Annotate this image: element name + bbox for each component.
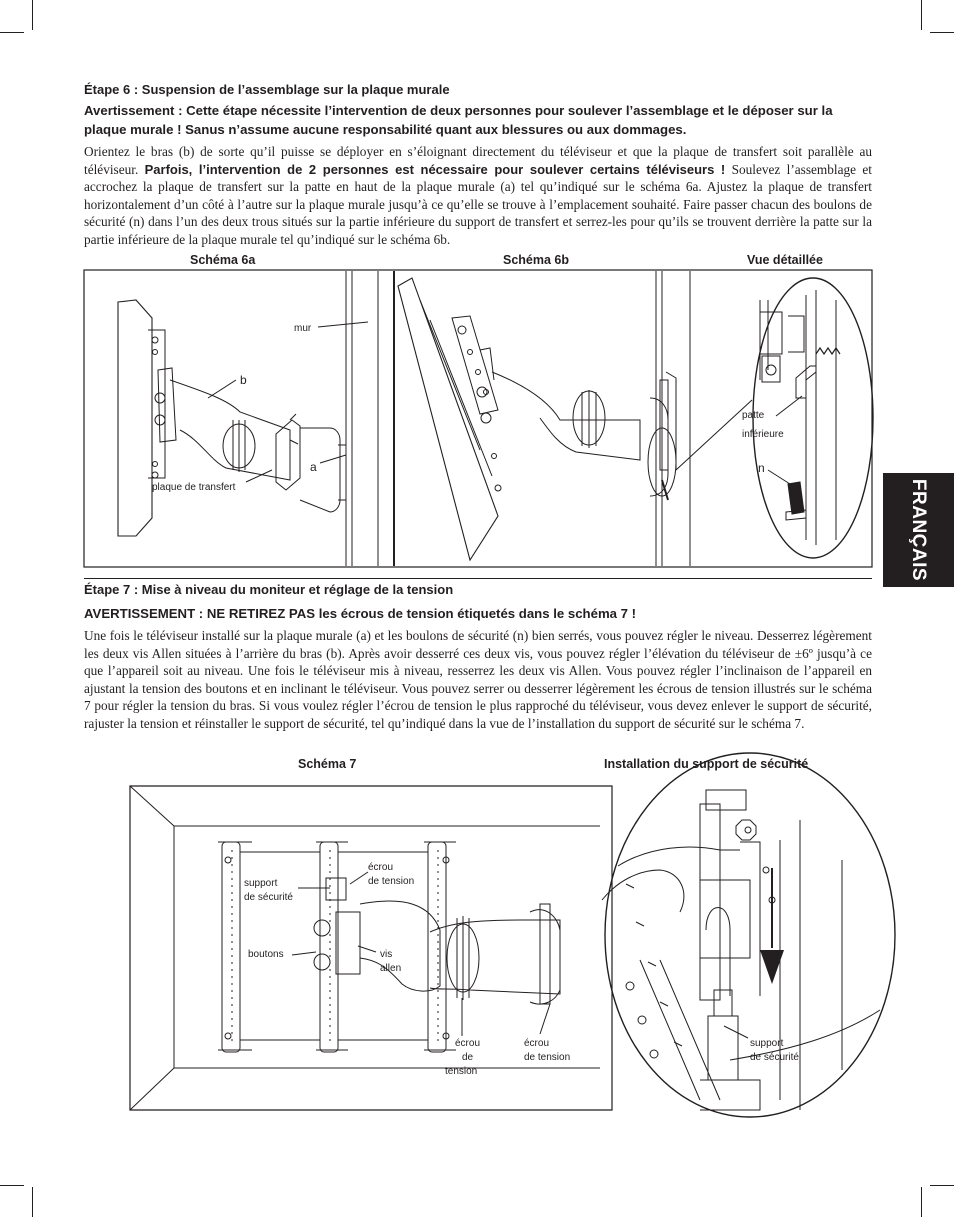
schema-6b-label: Schéma 6b	[503, 253, 570, 267]
callout-ecrou-right-1: écrou	[524, 1038, 550, 1049]
callout-ecrou-top-2: de tension	[368, 876, 415, 887]
step6-warning: Avertissement : Cette étape nécessite l’intervention de deux personnes pour soulever l’assemblage et le déposer sur la plaque murale ! Sanus n’assume aucune responsabilité quant aux blessures ou aux dommages.	[84, 103, 833, 137]
callout-b: b	[240, 373, 247, 387]
step7-warning: AVERTISSEMENT : NE RETIREZ PAS les écrous de tension étiquetés dans le schéma 7 !	[84, 606, 637, 621]
step7-body: Une fois le téléviseur installé sur la plaque murale (a) et les boulons de sécurité (n) bien serrés, vous pouvez régler le niveau. Desserrez légèrement les deux vis Allen situées à l’arrière du bras (b). Après avoir desserré ces deux vis, vous pouvez régler l’élévation du téléviseur de ±6º jusqu’à ce que l’appareil soit au niveau. Une fois le téléviseur mis à niveau, resserrez les deux vis Allen. Vous pouvez régler l’inclinaison de l’appareil en ajustant la tension des boutons et en inclinant le téléviseur. Vous pouvez serrer ou desserrer légèrement les écrous de tension illustrés sur le schéma 7 pour régler la tension du bras. Si vous voulez régler l’écrou de tension le plus rapproché du téléviseur, vous devez enlever le support de sécurité, rajuster la tension et réinstaller le support de sécurité, tel qu’indiqué dans la vue de l’installation du support de sécurité sur le schéma 7.	[84, 628, 872, 731]
callout-plaque-transfert: plaque de transfert	[152, 482, 236, 493]
detail-view-label: Vue détaillée	[747, 253, 823, 267]
callout-n: n	[758, 461, 765, 475]
step6-body-bold: Parfois, l’intervention de 2 personnes est nécessaire pour soulever certains téléviseurs !	[144, 161, 726, 177]
callout-inferieure: inférieure	[742, 429, 784, 440]
callout-ecrou-mid-2: de	[462, 1052, 474, 1063]
install-label: Installation du support de sécurité	[604, 757, 809, 771]
callout-mur: mur	[294, 323, 312, 334]
callout-support-2: de sécurité	[244, 892, 293, 903]
callout-patte: patte	[742, 410, 765, 421]
callout-ecrou-right-2: de tension	[524, 1052, 571, 1063]
step6-body-b: Soulevez l’assemblage et accrochez la plaque de transfert sur la patte en haut de la plaque murale (a) tel qu’indiqué sur le schéma 6a. Ajustez la plaque de transfert horizontalement d’un côté à l’autre sur la plaque murale jusqu’à ce qu’elle se trouve à l’emplacement souhaité. Faire passer chacun des boulons de sécurité (n) dans l’un des deux trous situés sur la partie inférieure du support de transfert et serrez-les pour qu’ils se trouvent derrière la patte sur la partie inférieure de la plaque murale tel qu’indiqué sur le schéma 6b.	[84, 161, 872, 247]
callout-ecrou-top-1: écrou	[368, 862, 394, 873]
callout-support-1: support	[244, 878, 278, 889]
callout-a: a	[310, 460, 317, 474]
callout-boutons: boutons	[248, 949, 284, 960]
schema-6a-label: Schéma 6a	[190, 253, 256, 267]
callout-support-detail-1: support	[750, 1038, 784, 1049]
callout-support-detail-2: de sécurité	[750, 1052, 799, 1063]
callout-ecrou-mid-1: écrou	[455, 1038, 481, 1049]
step6-title: Étape 6 : Suspension de l’assemblage sur la plaque murale	[84, 82, 450, 97]
step7-title: Étape 7 : Mise à niveau du moniteur et réglage de la tension	[84, 582, 454, 597]
callout-vis-2: allen	[380, 963, 402, 974]
callout-vis-1: vis	[380, 949, 393, 960]
step6-body-a: Orientez le bras (b) de sorte qu’il puisse se déployer en s’éloignant directement du téléviseur et que la plaque de transfert soit parallèle au téléviseur.	[84, 144, 872, 177]
schema-7-label: Schéma 7	[298, 757, 357, 771]
language-tab-label: FRANÇAIS	[908, 478, 930, 582]
callout-ecrou-mid-3: tension	[445, 1066, 478, 1077]
